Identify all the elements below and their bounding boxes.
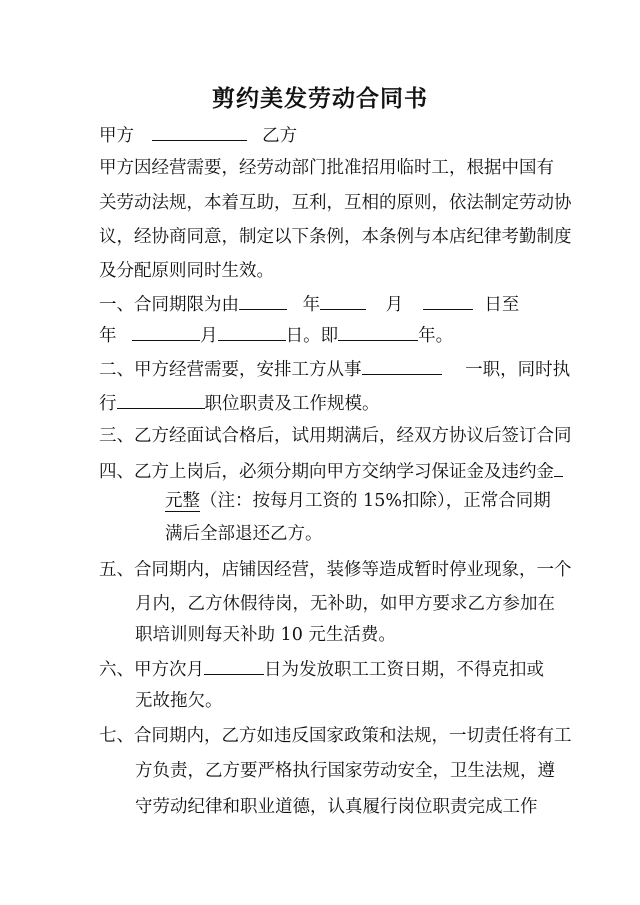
clause-2-text-2: 一职，同时执: [465, 360, 571, 380]
end-month-label: 月: [200, 326, 218, 346]
duty-blank: [117, 390, 205, 409]
clause-4-note: （注：按每月工资的 15%扣除），正常合同期: [200, 491, 551, 511]
clause-2-text-4: 职位职责及工作规模。: [204, 394, 380, 414]
end-month-blank: [218, 322, 286, 341]
intro-line-2: 关劳动法规，本着互助，互利，互相的原则，依法制定劳动协: [99, 193, 572, 213]
deposit-blank: [554, 458, 563, 477]
clause-1-line-1: [99, 291, 519, 317]
parties-line: [99, 122, 297, 148]
clause-4-line-3: 满后全部退还乙方。: [165, 524, 323, 544]
clause-6-text-2: 日为发放职工工资日期，不得克扣或: [264, 660, 544, 680]
clause-5-line-3: 职培训则每天补助 10 元生活费。: [135, 625, 396, 645]
end-day-label: 日。即: [285, 326, 339, 346]
end-year-blank: [132, 322, 200, 341]
document-title: 剪约美发劳动合同书: [212, 85, 428, 112]
party-a-blank: [152, 122, 247, 141]
clause-6-line-1: [99, 656, 544, 682]
party-a-label: 甲方: [99, 126, 134, 146]
intro-line-4: 及分配原则同时生效。: [99, 261, 274, 281]
payday-blank: [204, 656, 264, 675]
year-label: 年: [302, 295, 321, 315]
start-day-blank: [423, 291, 473, 310]
intro-line-3: 议，经协商同意，制定以下条例，本条例与本店纪律考勤制度: [99, 227, 572, 247]
clause-6-text: 六、甲方次月: [99, 660, 204, 680]
start-year-blank: [239, 291, 287, 310]
clause-7-line-3: 守劳动纪律和职业道德，认真履行岗位职责完成工作: [135, 797, 538, 817]
clause-5-line-1: 五、合同期内，店铺因经营，装修等造成暂时停业现象，一个: [99, 560, 572, 580]
clause-4-line-1: [99, 458, 563, 484]
clause-5-line-2: 月内，乙方休假待岗，无补助，如甲方要求乙方参加在: [135, 594, 555, 614]
clause-2-text: 二、甲方经营需要，安排工方从事: [99, 360, 362, 380]
intro-line-1: 甲方因经营需要，经劳动部门批准招用临时工，根据中国有: [99, 158, 554, 178]
clause-1-line-2: [99, 322, 453, 348]
duration-year-label: 年。: [418, 326, 454, 346]
clause-2-text-3: 行: [99, 394, 117, 414]
clause-4-text: 四、乙方上岗后，必须分期向甲方交纳学习保证金及违约金: [99, 462, 554, 482]
duration-blank: [338, 322, 418, 341]
month-label: 月: [385, 295, 404, 315]
clause-1-text: 一、合同期限为由: [99, 295, 239, 315]
party-b-label: 乙方: [262, 126, 298, 146]
amount-unit: 元整: [165, 491, 200, 511]
clause-2-line-2: [99, 390, 380, 416]
end-year-label: 年: [99, 326, 117, 346]
position-blank: [362, 356, 442, 375]
start-month-blank: [320, 291, 366, 310]
clause-2-line-1: [99, 356, 570, 382]
clause-6-line-2: 无故拖欠。: [135, 691, 223, 711]
clause-3: 三、乙方经面试合格后，试用期满后，经双方协议后签订合同: [99, 426, 572, 446]
clause-7-line-1: 七、合同期内，乙方如违反国家政策和法规，一切责任将有工: [99, 726, 572, 746]
clause-7-line-2: 方负责，乙方要严格执行国家劳动安全，卫生法规，遵: [135, 761, 555, 781]
clause-4-line-2: [165, 489, 551, 513]
day-to-label: 日至: [484, 295, 520, 315]
